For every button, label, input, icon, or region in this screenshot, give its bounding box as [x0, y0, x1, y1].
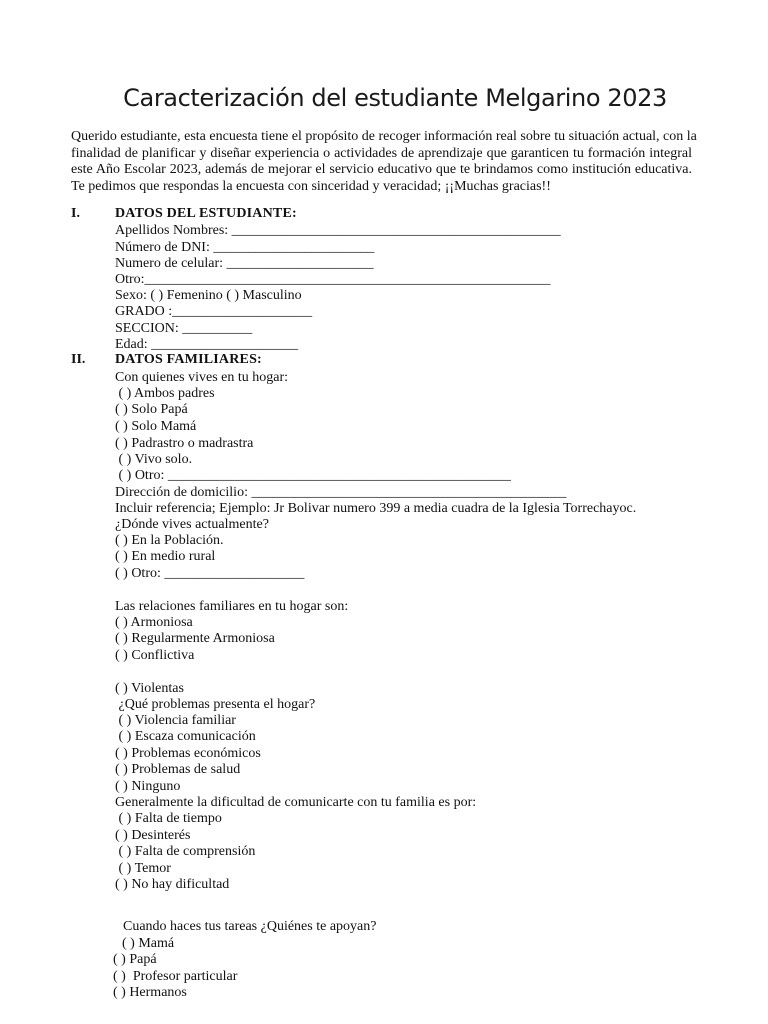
option-ninguno[interactable]: ( ) Ninguno [115, 779, 181, 794]
option-profesor-particular[interactable]: ( ) Profesor particular [113, 969, 238, 984]
intro-line: Te pedimos que respondas la encuesta con sinceridad y veracidad; ¡¡Muchas gracias!! [71, 178, 551, 194]
option-hermanos[interactable]: ( ) Hermanos [113, 985, 187, 1000]
section-2-number: II. [71, 352, 86, 367]
question-problemas-hogar: ¿Qué problemas presenta el hogar? [115, 697, 316, 712]
section-2-title: DATOS FAMILIARES: [115, 352, 262, 367]
field-seccion[interactable]: SECCION: __________ [115, 321, 253, 336]
question-donde-vives: ¿Dónde vives actualmente? [115, 517, 269, 532]
option-desinteres[interactable]: ( ) Desinterés [115, 828, 191, 843]
option-vivo-solo[interactable]: ( ) Vivo solo. [115, 452, 193, 467]
option-otro-vivienda[interactable]: ( ) Otro: ____________________ [115, 566, 305, 581]
option-poblacion[interactable]: ( ) En la Población. [115, 533, 224, 548]
option-problemas-economicos[interactable]: ( ) Problemas económicos [115, 746, 261, 761]
option-padrastro[interactable]: ( ) Padrastro o madrastra [115, 436, 254, 451]
option-solo-mama[interactable]: ( ) Solo Mamá [115, 419, 197, 434]
field-grado[interactable]: GRADO :____________________ [115, 304, 313, 319]
field-dni[interactable]: Número de DNI: _______________________ [115, 240, 375, 255]
intro-line: Querido estudiante, esta encuesta tiene el propósito de recoger información real sobre tu situación actual, con la [71, 129, 697, 144]
page-title: Caracterización del estudiante Melgarino 2023 [123, 84, 667, 112]
option-violencia-familiar[interactable]: ( ) Violencia familiar [115, 713, 236, 728]
option-escaza-comunicacion[interactable]: ( ) Escaza comunicación [115, 729, 256, 744]
section-1-title: DATOS DEL ESTUDIANTE: [115, 206, 297, 221]
option-regularmente-armoniosa[interactable]: ( ) Regularmente Armoniosa [115, 631, 275, 646]
intro-line: este Año Escolar 2023, además de mejorar el servicio educativo que te brindamos como institución educativa. [71, 162, 692, 177]
option-armoniosa[interactable]: ( ) Armoniosa [115, 615, 193, 630]
option-no-hay-dificultad[interactable]: ( ) No hay dificultad [115, 877, 230, 892]
option-problemas-salud[interactable]: ( ) Problemas de salud [115, 762, 241, 777]
intro-paragraph [71, 129, 697, 195]
option-temor[interactable]: ( ) Temor [115, 861, 171, 876]
question-apoyo-tareas: Cuando haces tus tareas ¿Quiénes te apoyan? [123, 919, 377, 934]
option-ambos-padres[interactable]: ( ) Ambos padres [115, 386, 215, 401]
question-con-quienes-vives: Con quienes vives en tu hogar: [115, 370, 289, 385]
question-relaciones-familiares: Las relaciones familiares en tu hogar son: [115, 599, 349, 614]
field-otro[interactable]: Otro:__________________________________________________________ [115, 272, 551, 287]
option-violentas[interactable]: ( ) Violentas [115, 681, 184, 696]
field-apellidos-nombres[interactable]: Apellidos Nombres: _______________________________________________ [115, 223, 561, 238]
field-celular[interactable]: Numero de celular: _____________________ [115, 256, 374, 271]
option-papa[interactable]: ( ) Papá [113, 952, 157, 967]
reference-example: Incluir referencia; Ejemplo: Jr Bolivar numero 399 a media cuadra de la Iglesia Torrechayoc. [115, 501, 637, 516]
question-dificultad-comunicacion: Generalmente la dificultad de comunicarte con tu familia es por: [115, 795, 477, 810]
option-solo-papa[interactable]: ( ) Solo Papá [115, 402, 188, 417]
option-medio-rural[interactable]: ( ) En medio rural [115, 549, 216, 564]
option-otro-hogar[interactable]: ( ) Otro: _________________________________________________ [115, 468, 511, 483]
option-falta-tiempo[interactable]: ( ) Falta de tiempo [115, 811, 222, 826]
field-direccion[interactable]: Dirección de domicilio: _____________________________________________ [115, 485, 567, 500]
intro-line: finalidad de planificar y diseñar experiencia o actividades de aprendizaje que garanticen tu formación integral [71, 145, 692, 161]
option-conflictiva[interactable]: ( ) Conflictiva [115, 648, 195, 663]
field-edad[interactable]: Edad: _____________________ [115, 337, 299, 352]
option-falta-comprension[interactable]: ( ) Falta de comprensión [115, 844, 256, 859]
field-sexo[interactable]: Sexo: ( ) Femenino ( ) Masculino [115, 288, 302, 303]
section-1-number: I. [71, 206, 80, 221]
option-mama[interactable]: ( ) Mamá [122, 936, 175, 951]
